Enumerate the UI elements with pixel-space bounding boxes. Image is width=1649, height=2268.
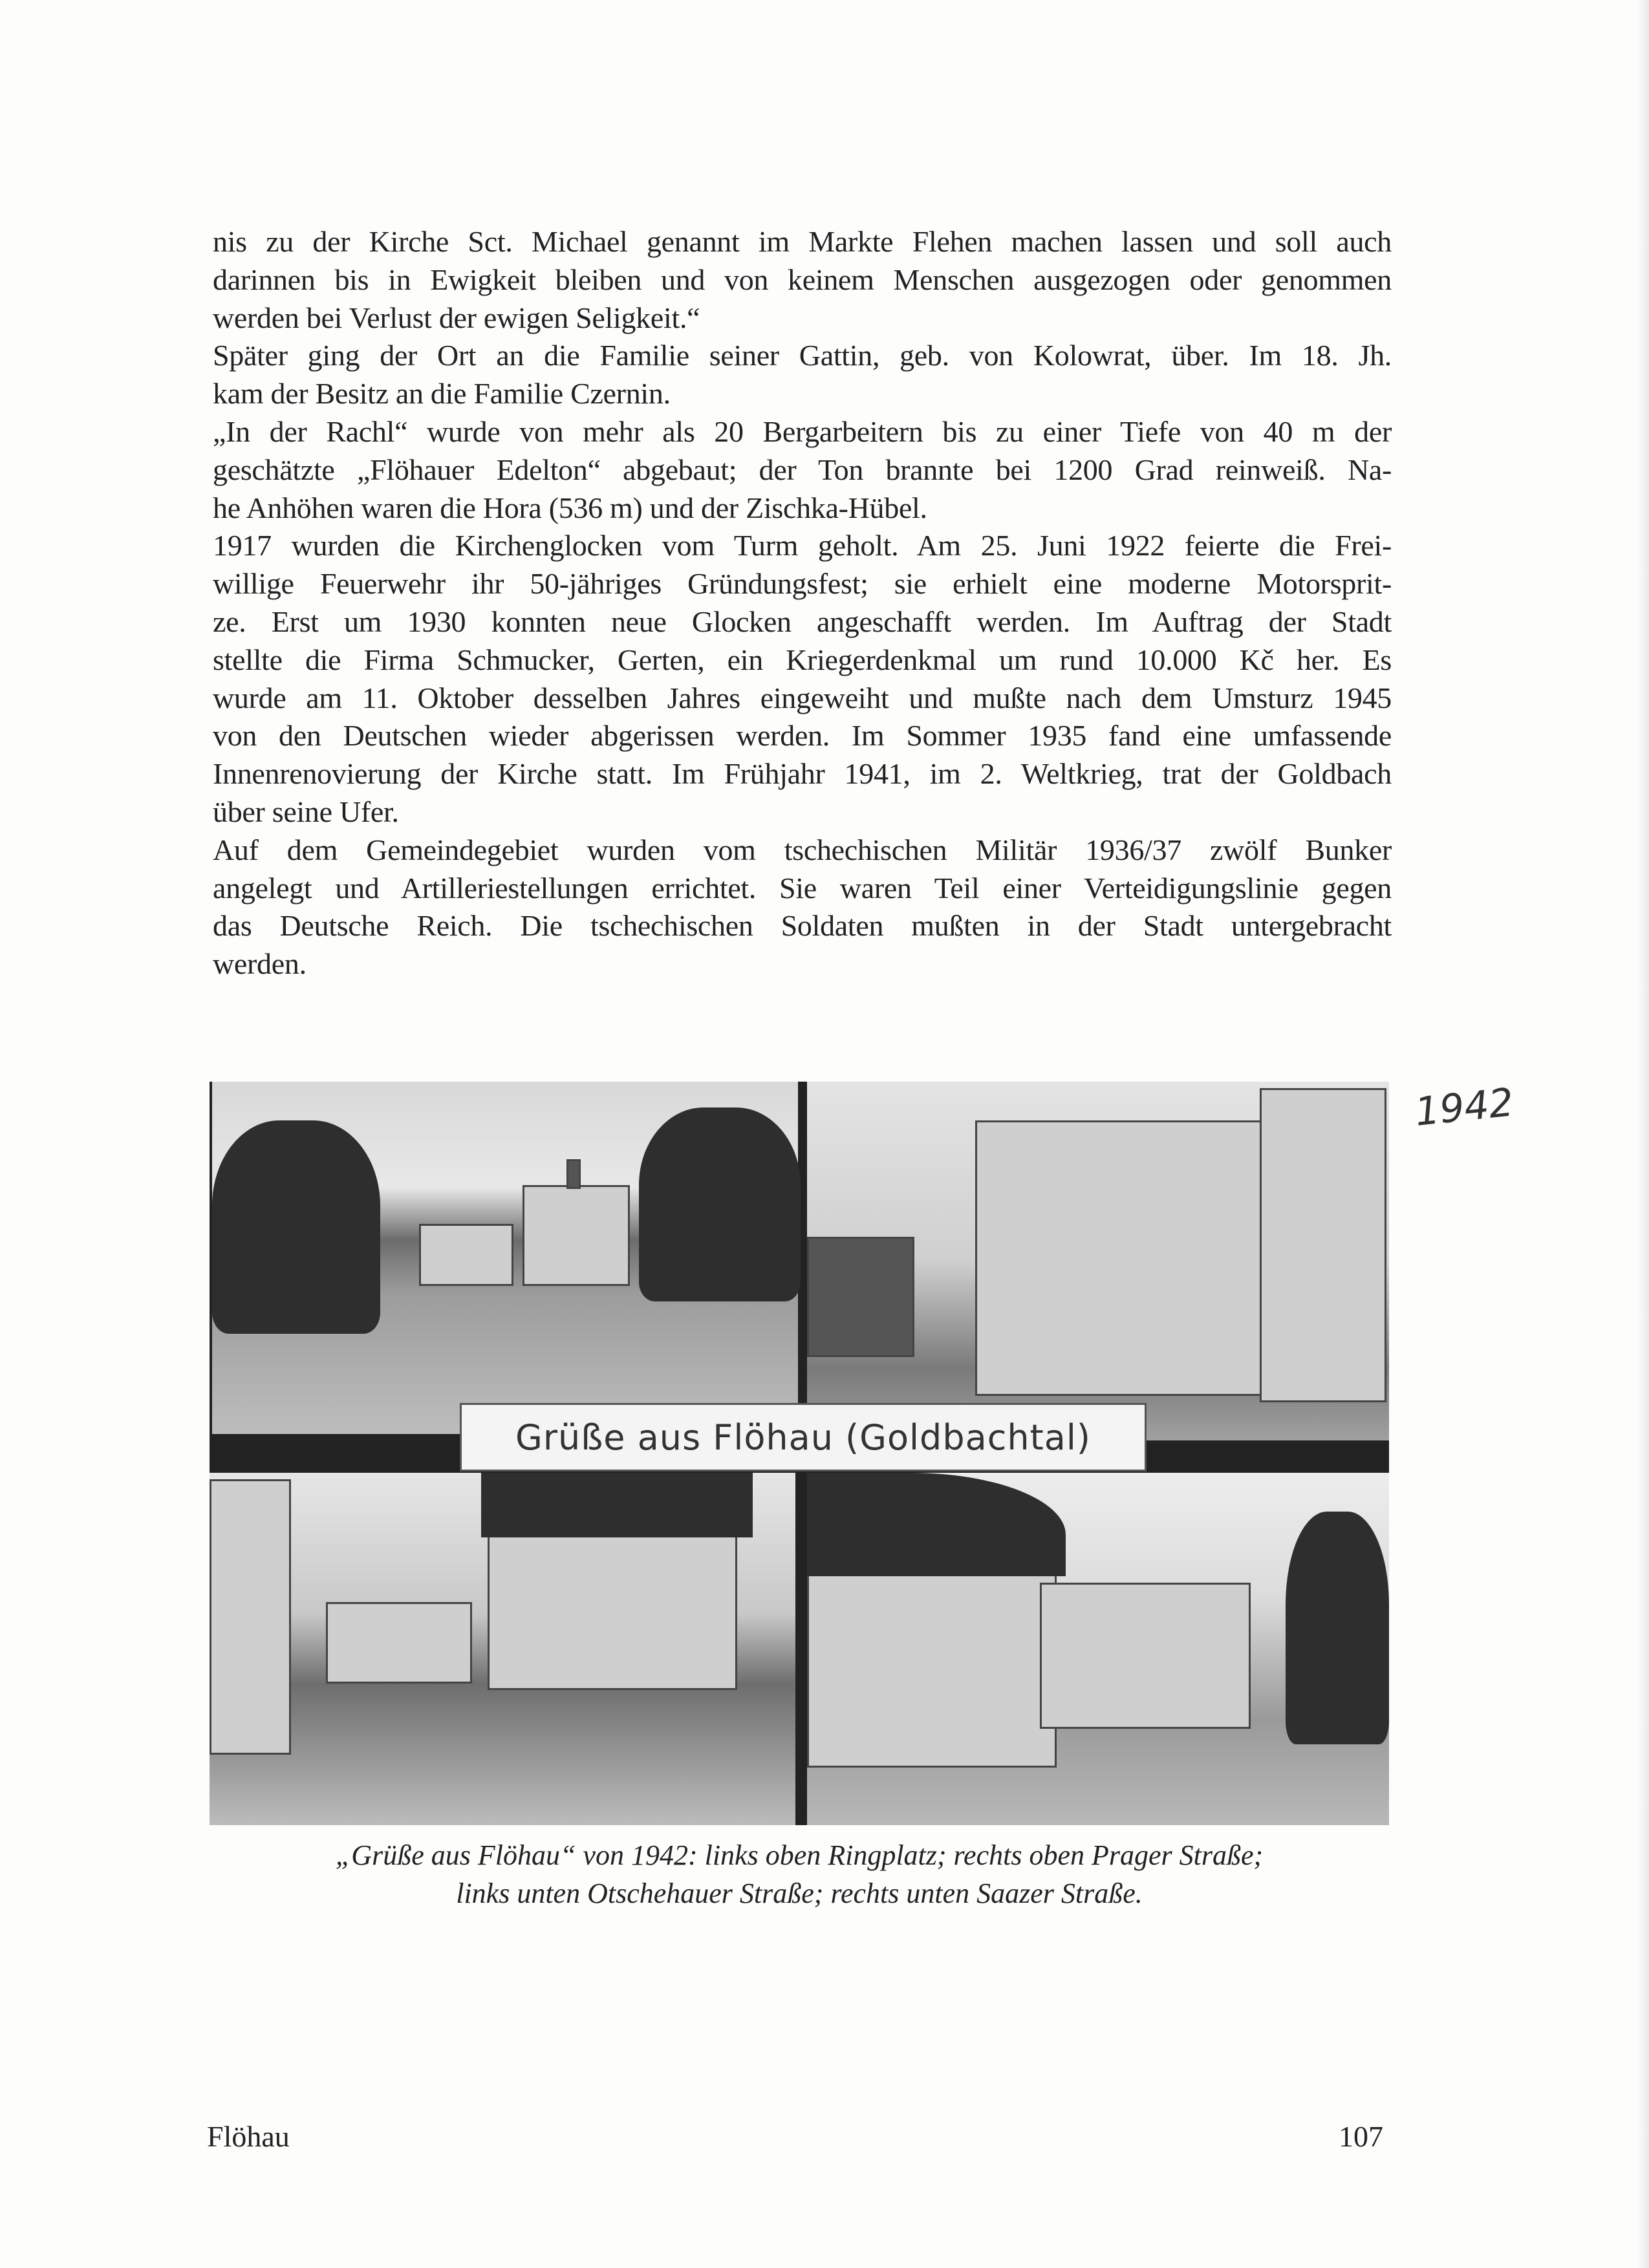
text-line: wurde am 11. Oktober desselben Jahres eingeweiht und mußte nach dem Umsturz 1945 [213, 681, 1392, 714]
text-line: darinnen bis in Ewigkeit bleiben und von keinem Menschen ausgezogen oder genommen [213, 262, 1392, 296]
scan-edge [1636, 0, 1649, 2268]
paragraph [213, 527, 1392, 831]
postcard-photo [210, 1080, 1516, 1825]
photo-saazer-strasse [807, 1473, 1389, 1825]
text-line: nis zu der Kirche Sct. Michael genannt im Markte Flehen machen lassen und soll auch [213, 225, 1392, 258]
body-text [213, 223, 1392, 983]
photo-otschehauer-strasse [210, 1473, 795, 1825]
text-line: über seine Ufer. [213, 795, 399, 828]
photo-ringplatz [212, 1082, 798, 1434]
paragraph [213, 337, 1392, 413]
text-line: angelegt und Artilleriestellungen errichtet. Sie waren Teil einer Verteidigungslinie gegen [213, 871, 1392, 904]
text-line: von den Deutschen wieder abgerissen werden. Im Sommer 1935 fand eine umfassende [213, 719, 1392, 753]
paragraph [213, 413, 1392, 527]
photo-prager-strasse [807, 1080, 1516, 1440]
handwritten-note: 1942 [1412, 1080, 1516, 1135]
text-line: geschätzte „Flöhauer Edelton“ abgebaut; der Ton brannte bei 1200 Grad reinweiß. Na- [213, 453, 1392, 486]
footer-place: Flöhau [207, 2120, 290, 2153]
text-line: werden. [213, 947, 307, 981]
text-line: ze. Erst um 1930 konnten neue Glocken angeschafft werden. Im Auftrag der Stadt [213, 604, 1392, 638]
text-line: he Anhöhen waren die Hora (536 m) und der Zischka-Hübel. [213, 491, 927, 524]
page-number: 107 [1339, 2120, 1383, 2153]
text-line: werden bei Verlust der ewigen Seligkeit.“ [213, 301, 700, 334]
caption-line-2: links unten Otschehauer Straße; rechts unten Saazer Straße. [456, 1878, 1143, 1909]
text-line: „In der Rachl“ wurde von mehr als 20 Bergarbeitern bis zu einer Tiefe von 40 m der [213, 414, 1392, 448]
text-line: Auf dem Gemeindegebiet wurden vom tschechischen Militär 1936/37 zwölf Bunker [213, 833, 1392, 866]
paragraph [213, 223, 1392, 337]
text-line: Innenrenovierung der Kirche statt. Im Frühjahr 1941, im 2. Weltkrieg, trat der Goldbach [213, 757, 1392, 791]
text-line: stellte die Firma Schmucker, Gerten, ein Kriegerdenkmal um rund 10.000 Kč her. Es [213, 643, 1392, 676]
postcard-banner: Grüße aus Flöhau (Goldbachtal) [460, 1403, 1147, 1471]
text-line: Später ging der Ort an die Familie seiner Gattin, geb. von Kolowrat, über. Im 18. Jh. [213, 339, 1392, 372]
caption-line-1: „Grüße aus Flöhau“ von 1942: links oben Ringplatz; rechts oben Prager Straße; [335, 1839, 1264, 1871]
text-line: kam der Besitz an die Familie Czernin. [213, 377, 671, 411]
figure-caption [210, 1836, 1389, 1912]
text-line: das Deutsche Reich. Die tschechischen Soldaten mußten in der Stadt untergebracht [213, 909, 1392, 943]
paragraph [213, 831, 1392, 983]
text-line: willige Feuerwehr ihr 50-jähriges Gründungsfest; sie erhielt eine moderne Motorsprit- [213, 567, 1392, 601]
text-line: 1917 wurden die Kirchenglocken vom Turm geholt. Am 25. Juni 1922 feierte die Frei- [213, 529, 1392, 562]
